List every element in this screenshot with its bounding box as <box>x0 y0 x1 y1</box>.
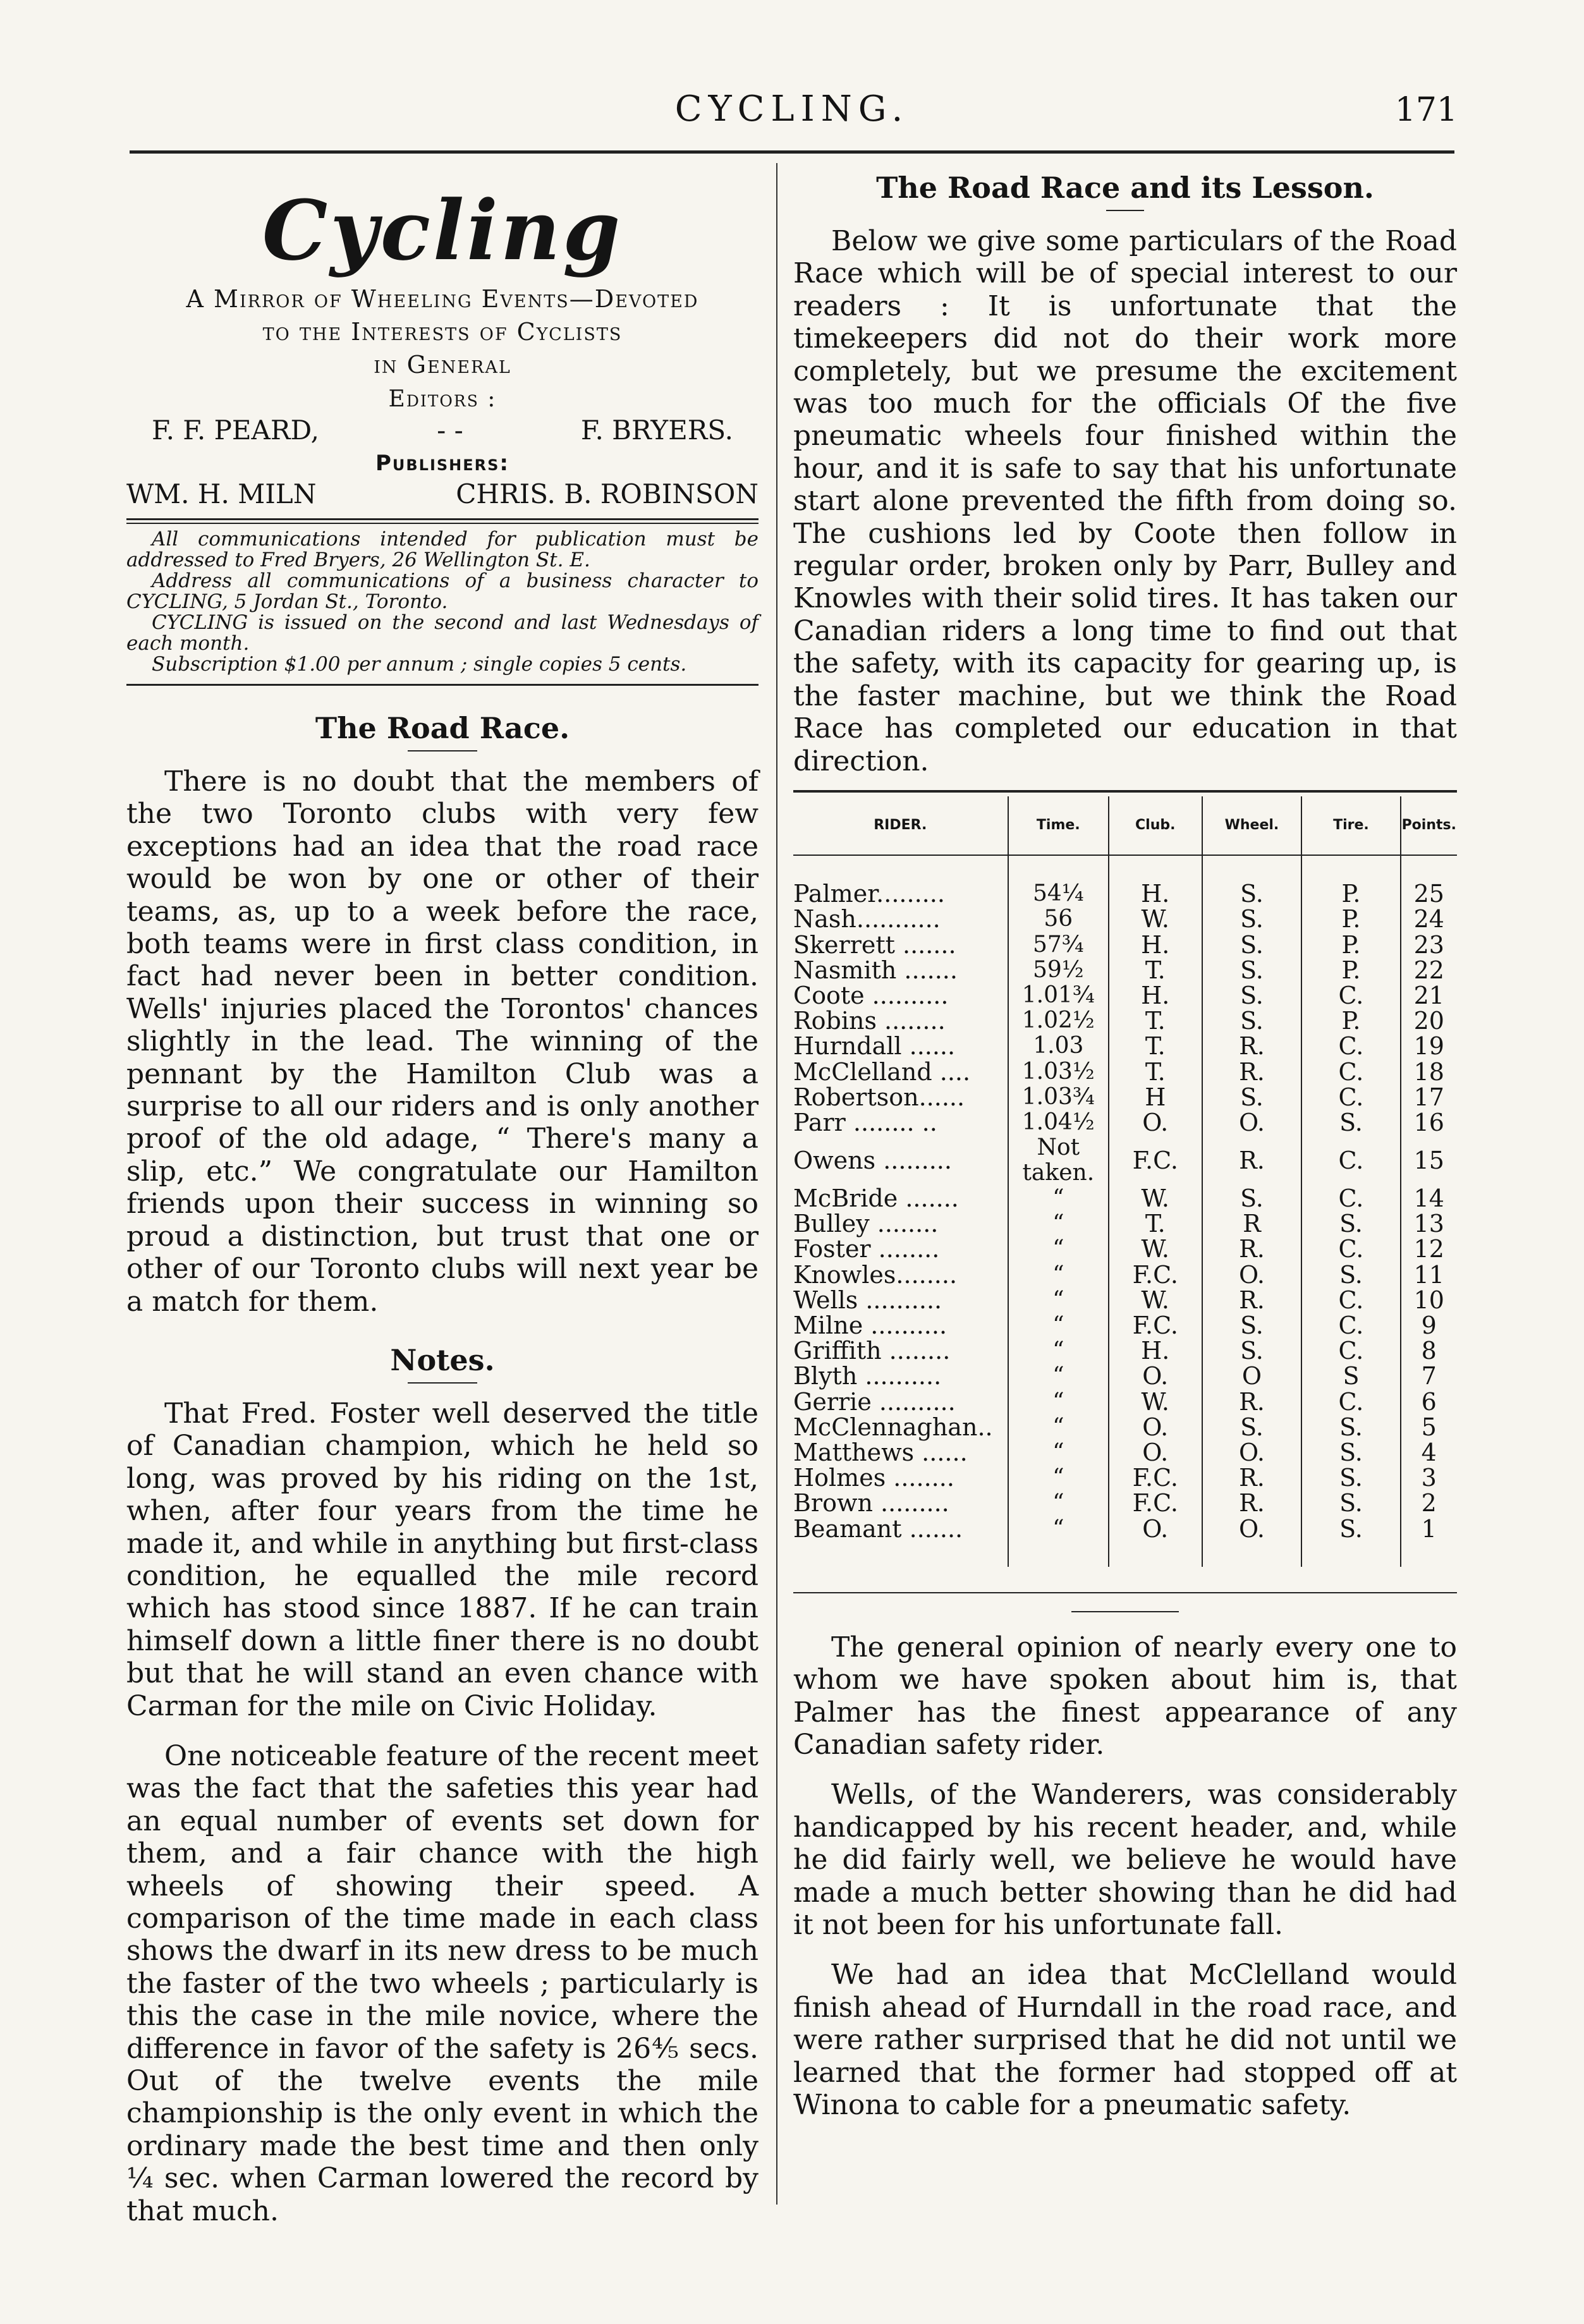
spacer-cell <box>793 1542 1008 1567</box>
spacer-cell <box>1202 855 1302 881</box>
wheel-cell: R. <box>1202 1389 1302 1414</box>
wheel-cell: O. <box>1202 1110 1302 1135</box>
editor-name: F. BRYERS. <box>580 415 733 446</box>
running-head-title: CYCLING. <box>674 88 910 130</box>
column-header: Tire. <box>1301 796 1400 855</box>
club-cell: H. <box>1109 1338 1202 1363</box>
club-cell: T. <box>1109 958 1202 983</box>
wheel-cell: R <box>1202 1211 1302 1236</box>
paragraph: Below we give some particulars of the Road Race which will be of special interest to our readers : It is unfortunate that the timekeepers did not do their work more completely, but we presume the excitement was too much for the officials Of the five pneumatic wheels four finished within the hour, and it is safe to say that his unfortunate start alone prevented the fifth from doing so. The cushions led by Coote then follow in regular order, broken only by Parr, Bulley and Knowles with their solid tires. It has taken our Canadian riders a long time to find out that the safety, with its capacity for gearing up, is the faster machine, but we think the Road Race has completed our education in that direction. <box>793 225 1457 777</box>
wheel-cell: R. <box>1202 1059 1302 1084</box>
table-top-rule <box>793 790 1457 793</box>
time-cell: 1.03 <box>1008 1033 1109 1059</box>
points-cell: 4 <box>1401 1440 1457 1465</box>
tire-cell: P. <box>1301 906 1400 932</box>
publisher-name: CHRIS. B. ROBINSON <box>456 478 758 509</box>
paragraph: That Fred. Foster well deserved the title of Canadian champion, which he held so long, was proved by his riding on the 1st, when, after four years from the time he made it, and while in anything but first-class condition, he equalled the mile record which has stood since 1887. If he can train himself down a little finer there is no doubt but that he will stand an even chance with Carman for the mile on Civic Holiday. <box>126 1397 758 1722</box>
editors-label: Editors : <box>388 386 497 412</box>
wheel-cell: O. <box>1202 1440 1302 1465</box>
time-cell: “ <box>1008 1236 1109 1262</box>
wheel-cell: S. <box>1202 1313 1302 1338</box>
points-cell: 10 <box>1401 1287 1457 1313</box>
time-cell: “ <box>1008 1313 1109 1338</box>
wheel-cell: S. <box>1202 906 1302 932</box>
points-cell: 18 <box>1401 1059 1457 1084</box>
points-cell: 11 <box>1401 1262 1457 1287</box>
spacer-cell <box>1008 855 1109 881</box>
publishers-label: Publishers: <box>375 451 510 476</box>
page-number: 171 <box>1394 91 1458 129</box>
time-cell: 1.01¾ <box>1008 983 1109 1008</box>
table-row <box>793 1440 1457 1465</box>
club-cell: T. <box>1109 1008 1202 1033</box>
points-cell: 1 <box>1401 1516 1457 1541</box>
notice-line: Subscription $1.00 per annum ; single copies 5 cents. <box>152 653 687 676</box>
publication-notice <box>126 529 758 675</box>
paragraph: There is no doubt that the members of the two Toronto clubs with very few exceptions had an idea that the road race would be won by one or other of their teams, as, up to a week before the race, both teams were in first class condition, in fact had never been in better condition. Wells' injuries placed the Torontos' chances slightly in the lead. The winning of the pennant by the Hamilton Club was a surprise to all our riders and is only another proof of the old adage, “ There's many a slip, etc.” We congratulate our Hamilton friends upon their success in winning so proud a distinction, but trust that one or other of our Toronto clubs will next year be a match for them. <box>126 765 758 1318</box>
right-column <box>793 171 1457 2139</box>
rider-cell: Parr ........ .. <box>793 1108 937 1136</box>
tire-cell: C. <box>1301 1236 1400 1262</box>
points-cell: 8 <box>1401 1338 1457 1363</box>
club-cell: W. <box>1109 1389 1202 1414</box>
points-cell: 15 <box>1401 1135 1457 1186</box>
tire-cell: C. <box>1301 1186 1400 1211</box>
after-table-notes <box>793 1631 1457 2122</box>
table-row <box>793 881 1457 906</box>
time-cell: “ <box>1008 1389 1109 1414</box>
rider-cell: Griffith ........ <box>793 1337 951 1365</box>
column-divider <box>776 163 777 2205</box>
table-row <box>793 983 1457 1008</box>
publishers-row <box>126 478 758 509</box>
points-cell: 9 <box>1401 1313 1457 1338</box>
points-cell: 22 <box>1401 958 1457 983</box>
time-cell: “ <box>1008 1490 1109 1516</box>
rider-cell: Palmer......... <box>793 880 945 908</box>
wheel-cell: S. <box>1202 1414 1302 1440</box>
points-cell: 16 <box>1401 1110 1457 1135</box>
table-row <box>793 1465 1457 1490</box>
club-cell: H <box>1109 1085 1202 1110</box>
column-header: Wheel. <box>1202 796 1302 855</box>
wheel-cell: S. <box>1202 1338 1302 1363</box>
tire-cell: C. <box>1301 1085 1400 1110</box>
time-cell: “ <box>1008 1262 1109 1287</box>
time-cell: “ <box>1008 1440 1109 1465</box>
table-row <box>793 1211 1457 1236</box>
tire-cell: S. <box>1301 1262 1400 1287</box>
wheel-cell: R. <box>1202 1490 1302 1516</box>
tire-cell: C. <box>1301 1313 1400 1338</box>
wheel-cell: R. <box>1202 1465 1302 1490</box>
rider-cell: Robertson...... <box>793 1083 965 1111</box>
points-cell: 24 <box>1401 906 1457 932</box>
club-cell: O. <box>1109 1363 1202 1389</box>
tire-cell: C. <box>1301 1287 1400 1313</box>
spacer-cell <box>793 855 1008 881</box>
lesson-article <box>793 225 1457 777</box>
club-cell: F.C. <box>1109 1262 1202 1287</box>
rider-cell: Blyth .......... <box>793 1362 942 1390</box>
points-cell: 25 <box>1401 881 1457 906</box>
notice-line: Address all communications of a business character to CYCLING, 5 Jordan St., Toronto. <box>126 569 758 613</box>
points-cell: 20 <box>1401 1008 1457 1033</box>
table-row <box>793 1363 1457 1389</box>
wheel-cell: S. <box>1202 1008 1302 1033</box>
rider-cell: Coote .......... <box>793 981 949 1009</box>
column-header: Time. <box>1008 796 1109 855</box>
editor-name: F. F. PEARD, <box>152 415 320 446</box>
club-cell: O. <box>1109 1440 1202 1465</box>
rider-cell: Brown ......... <box>793 1489 949 1518</box>
masthead-subtitle <box>126 283 758 381</box>
table-row <box>793 1389 1457 1414</box>
time-cell: 1.04½ <box>1008 1110 1109 1135</box>
table-row <box>793 1033 1457 1059</box>
wheel-cell: S. <box>1202 881 1302 906</box>
wheel-cell: R. <box>1202 1287 1302 1313</box>
table-row <box>793 932 1457 957</box>
tire-cell: P. <box>1301 1008 1400 1033</box>
tire-cell: S. <box>1301 1465 1400 1490</box>
table-row <box>793 1059 1457 1084</box>
tire-cell: P. <box>1301 958 1400 983</box>
points-cell: 19 <box>1401 1033 1457 1059</box>
rider-cell: Skerrett ....... <box>793 930 956 959</box>
rider-cell: Gerrie .......... <box>793 1387 956 1416</box>
table-row <box>793 1085 1457 1110</box>
road-race-article <box>126 765 758 1318</box>
rider-cell: Hurndall ...... <box>793 1032 956 1061</box>
results-table-wrap <box>793 790 1457 1593</box>
tire-cell: S. <box>1301 1516 1400 1541</box>
table-row <box>793 1110 1457 1135</box>
time-cell: 56 <box>1008 906 1109 932</box>
points-cell: 14 <box>1401 1186 1457 1211</box>
wheel-cell: S. <box>1202 958 1302 983</box>
heading-dash <box>408 1382 477 1384</box>
header-rule <box>130 150 1454 154</box>
tire-cell: P. <box>1301 881 1400 906</box>
time-cell: “ <box>1008 1414 1109 1440</box>
club-cell: O. <box>1109 1516 1202 1541</box>
rider-cell: McClelland .... <box>793 1057 971 1086</box>
club-cell: T. <box>1109 1033 1202 1059</box>
column-header: RIDER. <box>793 796 1008 855</box>
publisher-name: WM. H. MILN <box>126 478 317 509</box>
masthead-subtitle-line: A Mirror of Wheeling Events—Devoted <box>186 285 699 313</box>
paragraph: The general opinion of nearly every one to whom we have spoken about him is, that Palmer has the finest appearance of any Canadian safety rider. <box>793 1631 1457 1761</box>
spacer-cell <box>1109 1542 1202 1567</box>
table-row <box>793 1516 1457 1541</box>
rider-cell: Owens ......... <box>793 1146 952 1174</box>
column-header: Club. <box>1109 796 1202 855</box>
wheel-cell: O. <box>1202 1516 1302 1541</box>
spacer-cell <box>1401 1542 1457 1567</box>
wheel-cell: O. <box>1202 1262 1302 1287</box>
time-cell: “ <box>1008 1338 1109 1363</box>
column-header: Points. <box>1401 796 1457 855</box>
rider-cell: McClennaghan.. <box>793 1413 993 1441</box>
table-row <box>793 1186 1457 1211</box>
time-cell: “ <box>1008 1287 1109 1313</box>
rider-cell: Matthews ...... <box>793 1438 968 1466</box>
spacer-cell <box>1301 855 1400 881</box>
points-cell: 12 <box>1401 1236 1457 1262</box>
club-cell: F.C. <box>1109 1135 1202 1186</box>
paragraph: One noticeable feature of the recent meet was the fact that the safeties this year had an equal number of events set down for them, and a fair chance with the high wheels of showing their speed. A comparison of the time made in each class shows the dwarf in its new dress to be much the faster of the two wheels ; particularly is this the case in the mile novice, where the difference in favor of the safety is 26⅘ secs. Out of the twelve events the mile championship is the only event in which the ordinary made the best time and then only ¼ sec. when Carman lowered the record by that much. <box>126 1739 758 2227</box>
editors-row <box>126 415 758 446</box>
paragraph: We had an idea that McClelland would finish ahead of Hurndall in the road race, and were rather surprised that he did not until we learned that the former had stopped off at Winona to cable for a pneumatic safety. <box>793 1959 1457 2122</box>
notice-rule <box>126 523 758 524</box>
club-cell: H. <box>1109 881 1202 906</box>
rider-cell: Bulley ........ <box>793 1210 939 1238</box>
masthead-subtitle-line: to the Interests of Cyclists <box>262 318 623 346</box>
masthead-subtitle-line: in General <box>374 351 511 379</box>
club-cell: F.C. <box>1109 1490 1202 1516</box>
points-cell: 13 <box>1401 1211 1457 1236</box>
tire-cell: C. <box>1301 983 1400 1008</box>
table-row <box>793 906 1457 932</box>
notes-heading: Notes. <box>390 1342 495 1377</box>
heading-dash <box>408 750 477 751</box>
spacer-cell <box>1008 1542 1109 1567</box>
paragraph: Wells, of the Wanderers, was considerably handicapped by his recent header, and, while he did fairly well, we believe he would have made a much better showing than he did had it not been for his unfortunate fall. <box>793 1779 1457 1942</box>
time-cell: Not taken. <box>1008 1135 1109 1186</box>
rider-cell: McBride ....... <box>793 1184 959 1213</box>
points-cell: 6 <box>1401 1389 1457 1414</box>
table-row <box>793 1338 1457 1363</box>
tire-cell: S. <box>1301 1414 1400 1440</box>
time-cell: 1.03½ <box>1008 1059 1109 1084</box>
rider-cell: Beamant ....... <box>793 1514 963 1543</box>
club-cell: F.C. <box>1109 1465 1202 1490</box>
results-table <box>793 796 1457 1567</box>
tire-cell: C. <box>1301 1033 1400 1059</box>
notice-rule <box>126 684 758 686</box>
left-column <box>126 171 758 2245</box>
rider-cell: Milne .......... <box>793 1311 947 1339</box>
table-header-row <box>793 796 1457 855</box>
time-cell: 57¾ <box>1008 932 1109 957</box>
points-cell: 2 <box>1401 1490 1457 1516</box>
table-row <box>793 1414 1457 1440</box>
spacer-cell <box>1202 1542 1302 1567</box>
tire-cell: C. <box>1301 1059 1400 1084</box>
wheel-cell: R. <box>1202 1236 1302 1262</box>
tire-cell: S. <box>1301 1211 1400 1236</box>
rider-cell: Wells .......... <box>793 1286 942 1314</box>
lesson-heading: The Road Race and its Lesson. <box>876 171 1374 205</box>
road-race-heading: The Road Race. <box>315 711 570 745</box>
rider-cell: Holmes ........ <box>793 1464 954 1492</box>
notice-line: CYCLING is issued on the second and last Wednesdays of each month. <box>126 611 758 655</box>
club-cell: H. <box>1109 983 1202 1008</box>
short-rule <box>1071 1611 1179 1612</box>
club-cell: F.C. <box>1109 1313 1202 1338</box>
rider-cell: Nash........... <box>793 905 941 934</box>
table-row <box>793 1135 1457 1186</box>
points-cell: 21 <box>1401 983 1457 1008</box>
tire-cell: S. <box>1301 1110 1400 1135</box>
rider-cell: Robins ........ <box>793 1007 946 1035</box>
time-cell: “ <box>1008 1186 1109 1211</box>
spacer-cell <box>1401 855 1457 881</box>
points-cell: 17 <box>1401 1085 1457 1110</box>
wheel-cell: R. <box>1202 1033 1302 1059</box>
table-bottom-rule <box>793 1592 1457 1593</box>
spacer-row <box>793 1542 1457 1567</box>
points-cell: 3 <box>1401 1465 1457 1490</box>
rider-cell: Foster ........ <box>793 1235 940 1263</box>
tire-cell: P. <box>1301 932 1400 957</box>
wheel-cell: S. <box>1202 983 1302 1008</box>
running-head <box>0 88 1584 139</box>
time-cell: “ <box>1008 1363 1109 1389</box>
table-row <box>793 1262 1457 1287</box>
tire-cell: S. <box>1301 1490 1400 1516</box>
wheel-cell: S. <box>1202 932 1302 957</box>
wheel-cell: S. <box>1202 1186 1302 1211</box>
club-cell: W. <box>1109 1186 1202 1211</box>
rider-cell: Knowles........ <box>793 1260 958 1289</box>
table-row <box>793 1313 1457 1338</box>
club-cell: W. <box>1109 1287 1202 1313</box>
table-row <box>793 1236 1457 1262</box>
wheel-cell: S. <box>1202 1085 1302 1110</box>
tire-cell: C. <box>1301 1135 1400 1186</box>
results-body <box>793 855 1457 1567</box>
time-cell: 54¼ <box>1008 881 1109 906</box>
club-cell: O. <box>1109 1414 1202 1440</box>
notes-article <box>126 1397 758 2227</box>
points-cell: 23 <box>1401 932 1457 957</box>
heading-dash <box>1106 210 1144 211</box>
time-cell: “ <box>1008 1211 1109 1236</box>
time-cell: 1.02½ <box>1008 1008 1109 1033</box>
tire-cell: S. <box>1301 1440 1400 1465</box>
wheel-cell: R. <box>1202 1135 1302 1186</box>
spacer-cell <box>1109 855 1202 881</box>
time-cell: “ <box>1008 1516 1109 1541</box>
tire-cell: C. <box>1301 1389 1400 1414</box>
spacer-row <box>793 855 1457 881</box>
wheel-cell: O <box>1202 1363 1302 1389</box>
club-cell: T. <box>1109 1211 1202 1236</box>
time-cell: 1.03¾ <box>1008 1085 1109 1110</box>
club-cell: T. <box>1109 1059 1202 1084</box>
time-cell: 59½ <box>1008 958 1109 983</box>
table-row <box>793 1287 1457 1313</box>
spacer-cell <box>1301 1542 1400 1567</box>
notice-line: All communications intended for publication must be addressed to Fred Bryers, 26 Wellington St. E. <box>126 528 758 571</box>
masthead-title: Cycling <box>262 182 623 279</box>
rider-cell: Nasmith ....... <box>793 956 958 984</box>
club-cell: O. <box>1109 1110 1202 1135</box>
editor-separator: - - <box>437 415 463 446</box>
tire-cell: C. <box>1301 1338 1400 1363</box>
club-cell: H. <box>1109 932 1202 957</box>
table-row <box>793 1490 1457 1516</box>
club-cell: W. <box>1109 1236 1202 1262</box>
notice-rule <box>126 518 758 520</box>
table-row <box>793 1008 1457 1033</box>
tire-cell: S <box>1301 1363 1400 1389</box>
points-cell: 7 <box>1401 1363 1457 1389</box>
club-cell: W. <box>1109 906 1202 932</box>
points-cell: 5 <box>1401 1414 1457 1440</box>
time-cell: “ <box>1008 1465 1109 1490</box>
table-row <box>793 958 1457 983</box>
